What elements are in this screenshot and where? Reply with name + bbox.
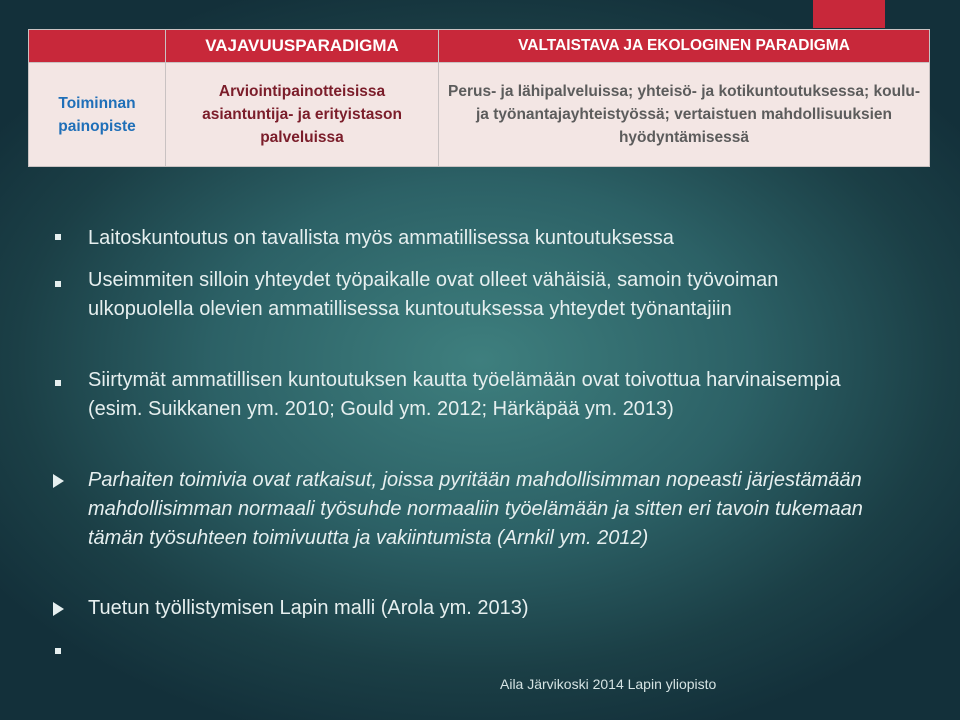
bullet-item: Useimmiten silloin yhteydet työpaikalle ovat olleet vähäisiä, samoin työvoiman ulkopuolella olevien ammatillisessa kuntoutuksessa yhteydet työnantajiin bbox=[88, 269, 779, 320]
row-valtaistava-cell: Perus- ja lähipalveluissa; yhteisö- ja kotikuntoutuksessa; koulu- ja työnantajayhteistyössä; vertaistuen mahdollisuuksien hyödyntämisessä bbox=[439, 63, 930, 167]
accent-tab bbox=[813, 0, 885, 28]
bullet-item: Laitoskuntoutus on tavallista myös ammatillisessa kuntoutuksessa bbox=[88, 227, 674, 249]
triangle-bullet-icon bbox=[53, 602, 64, 616]
square-bullet-icon bbox=[55, 648, 61, 654]
paradigm-table-row bbox=[29, 63, 930, 167]
footer-credit: Aila Järvikoski 2014 Lapin yliopisto bbox=[500, 676, 717, 692]
square-bullet-icon bbox=[55, 234, 61, 240]
header-valtaistava: VALTAISTAVA JA EKOLOGINEN PARADIGMA bbox=[439, 30, 930, 63]
square-bullet-icon bbox=[55, 380, 61, 386]
header-empty-cell bbox=[29, 30, 166, 63]
row-vajavuus-cell: Arviointipainotteisissa asiantuntija- ja erityistason palveluissa bbox=[166, 63, 439, 167]
bullet-item: Tuetun työllistymisen Lapin malli (Arola ym. 2013) bbox=[88, 597, 529, 619]
bullet-item-italic: Parhaiten toimivia ovat ratkaisut, joissa pyritään mahdollisimman nopeasti järjestämään mahdollisimman normaali työsuhde normaaliin työelämään ja sitten eri tavoin tukemaan tämän työsuhteen toimivuutta ja vakiintumista (Arnkil ym. 2012) bbox=[88, 469, 863, 549]
paradigm-table bbox=[28, 29, 930, 167]
square-bullet-icon bbox=[55, 281, 61, 287]
paradigm-table-header bbox=[29, 30, 930, 63]
row-label: Toiminnan painopiste bbox=[29, 63, 166, 167]
header-vajavuus: VAJAVUUSPARADIGMA bbox=[166, 30, 439, 63]
triangle-bullet-icon bbox=[53, 474, 64, 488]
bullet-item: Siirtymät ammatillisen kuntoutuksen kautta työelämään ovat toivottua harvinaisempia (esim. Suikkanen ym. 2010; Gould ym. 2012; Härkäpää ym. 2013) bbox=[88, 369, 841, 420]
